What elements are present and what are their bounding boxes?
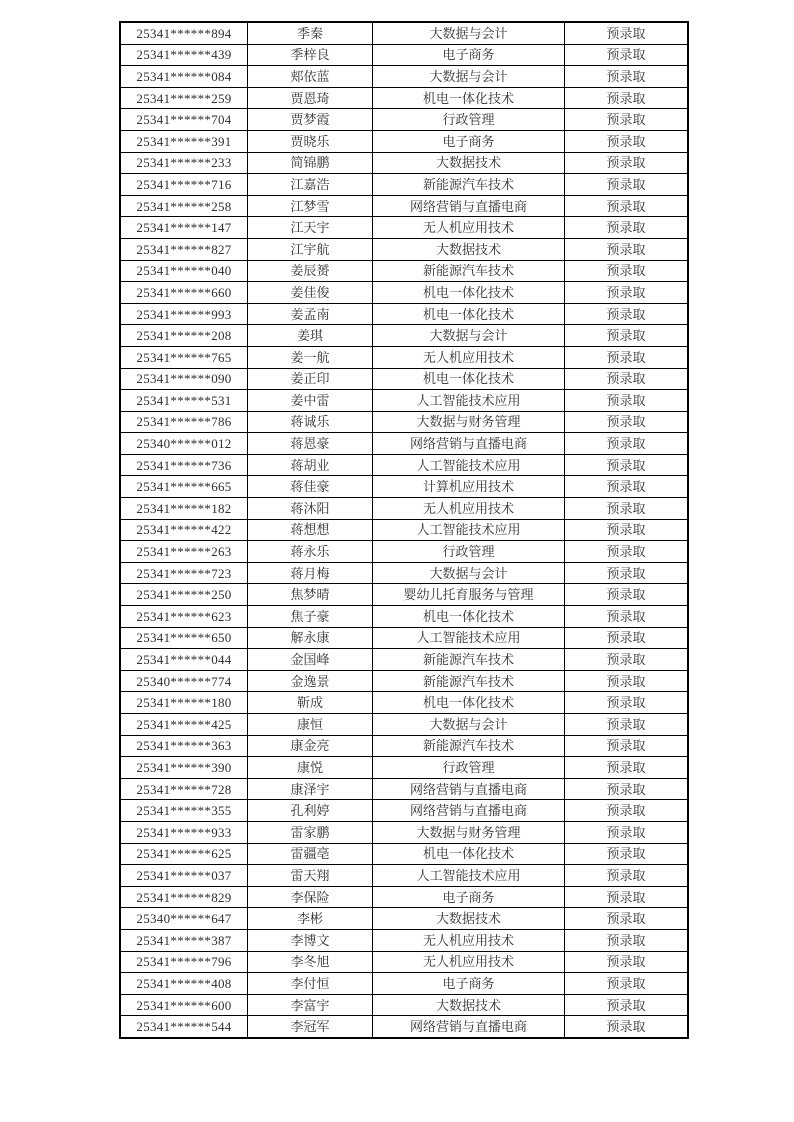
name-cell: 姜孟南: [248, 303, 373, 325]
name-cell: 解永康: [248, 627, 373, 649]
exam-number-cell: 25341******796: [120, 951, 248, 973]
name-cell: 李博文: [248, 929, 373, 951]
status-cell: 预录取: [565, 238, 689, 260]
table-row: [120, 649, 688, 671]
exam-number-cell: 25341******263: [120, 541, 248, 563]
name-cell: 江天宇: [248, 217, 373, 239]
table-row: [120, 109, 688, 131]
table-row: [120, 1016, 688, 1038]
major-cell: 无人机应用技术: [373, 929, 565, 951]
major-cell: 电子商务: [373, 130, 565, 152]
name-cell: 蒋佳豪: [248, 476, 373, 498]
name-cell: 李保险: [248, 886, 373, 908]
exam-number-cell: 25340******647: [120, 908, 248, 930]
status-cell: 预录取: [565, 498, 689, 520]
exam-number-cell: 25341******037: [120, 865, 248, 887]
name-cell: 姜一航: [248, 346, 373, 368]
name-cell: 李冬旭: [248, 951, 373, 973]
table-row: [120, 476, 688, 498]
major-cell: 无人机应用技术: [373, 951, 565, 973]
name-cell: 雷家鹏: [248, 821, 373, 843]
exam-number-cell: 25341******894: [120, 22, 248, 44]
major-cell: 人工智能技术应用: [373, 390, 565, 412]
major-cell: 机电一体化技术: [373, 692, 565, 714]
name-cell: 康悦: [248, 757, 373, 779]
name-cell: 季秦: [248, 22, 373, 44]
table-row: [120, 821, 688, 843]
major-cell: 新能源汽车技术: [373, 670, 565, 692]
table-row: [120, 584, 688, 606]
table-row: [120, 260, 688, 282]
table-row: [120, 390, 688, 412]
table-row: [120, 498, 688, 520]
table-row: [120, 606, 688, 628]
major-cell: 机电一体化技术: [373, 843, 565, 865]
name-cell: 贾梦霞: [248, 109, 373, 131]
status-cell: 预录取: [565, 22, 689, 44]
exam-number-cell: 25341******704: [120, 109, 248, 131]
table-row: [120, 865, 688, 887]
exam-number-cell: 25341******531: [120, 390, 248, 412]
name-cell: 江梦雪: [248, 195, 373, 217]
status-cell: 预录取: [565, 908, 689, 930]
exam-number-cell: 25341******933: [120, 821, 248, 843]
exam-number-cell: 25341******827: [120, 238, 248, 260]
exam-number-cell: 25341******040: [120, 260, 248, 282]
status-cell: 预录取: [565, 778, 689, 800]
major-cell: 人工智能技术应用: [373, 627, 565, 649]
major-cell: 无人机应用技术: [373, 217, 565, 239]
major-cell: 新能源汽车技术: [373, 649, 565, 671]
exam-number-cell: 25341******180: [120, 692, 248, 714]
exam-number-cell: 25341******660: [120, 282, 248, 304]
major-cell: 机电一体化技术: [373, 303, 565, 325]
name-cell: 靳成: [248, 692, 373, 714]
major-cell: 大数据与财务管理: [373, 821, 565, 843]
exam-number-cell: 25341******728: [120, 778, 248, 800]
name-cell: 姜正印: [248, 368, 373, 390]
status-cell: 预录取: [565, 757, 689, 779]
exam-number-cell: 25341******408: [120, 973, 248, 995]
status-cell: 预录取: [565, 606, 689, 628]
exam-number-cell: 25341******182: [120, 498, 248, 520]
exam-number-cell: 25341******544: [120, 1016, 248, 1038]
status-cell: 预录取: [565, 282, 689, 304]
name-cell: 焦子豪: [248, 606, 373, 628]
status-cell: 预录取: [565, 174, 689, 196]
major-cell: 机电一体化技术: [373, 87, 565, 109]
status-cell: 预录取: [565, 692, 689, 714]
status-cell: 预录取: [565, 951, 689, 973]
exam-number-cell: 25341******765: [120, 346, 248, 368]
exam-number-cell: 25341******786: [120, 411, 248, 433]
name-cell: 李彬: [248, 908, 373, 930]
status-cell: 预录取: [565, 735, 689, 757]
major-cell: 婴幼儿托育服务与管理: [373, 584, 565, 606]
status-cell: 预录取: [565, 411, 689, 433]
name-cell: 孔利婷: [248, 800, 373, 822]
name-cell: 季梓良: [248, 44, 373, 66]
name-cell: 康金亮: [248, 735, 373, 757]
name-cell: 雷疆亳: [248, 843, 373, 865]
major-cell: 大数据技术: [373, 152, 565, 174]
major-cell: 机电一体化技术: [373, 368, 565, 390]
table-row: [120, 22, 688, 44]
table-row: [120, 174, 688, 196]
exam-number-cell: 25341******258: [120, 195, 248, 217]
name-cell: 雷天翔: [248, 865, 373, 887]
table-row: [120, 670, 688, 692]
table-row: [120, 195, 688, 217]
status-cell: 预录取: [565, 109, 689, 131]
status-cell: 预录取: [565, 649, 689, 671]
name-cell: 蒋恩豪: [248, 433, 373, 455]
status-cell: 预录取: [565, 195, 689, 217]
table-row: [120, 130, 688, 152]
name-cell: 江嘉浩: [248, 174, 373, 196]
table-row: [120, 368, 688, 390]
exam-number-cell: 25341******355: [120, 800, 248, 822]
major-cell: 网络营销与直播电商: [373, 433, 565, 455]
major-cell: 网络营销与直播电商: [373, 778, 565, 800]
exam-number-cell: 25341******425: [120, 714, 248, 736]
status-cell: 预录取: [565, 994, 689, 1016]
major-cell: 大数据与会计: [373, 325, 565, 347]
major-cell: 电子商务: [373, 886, 565, 908]
status-cell: 预录取: [565, 821, 689, 843]
exam-number-cell: 25340******012: [120, 433, 248, 455]
status-cell: 预录取: [565, 562, 689, 584]
status-cell: 预录取: [565, 584, 689, 606]
exam-number-cell: 25341******600: [120, 994, 248, 1016]
major-cell: 电子商务: [373, 973, 565, 995]
name-cell: 郏依蓝: [248, 66, 373, 88]
major-cell: 网络营销与直播电商: [373, 800, 565, 822]
table-row: [120, 217, 688, 239]
status-cell: 预录取: [565, 670, 689, 692]
major-cell: 无人机应用技术: [373, 498, 565, 520]
table-row: [120, 800, 688, 822]
exam-number-cell: 25341******233: [120, 152, 248, 174]
exam-number-cell: 25341******650: [120, 627, 248, 649]
status-cell: 预录取: [565, 66, 689, 88]
major-cell: 电子商务: [373, 44, 565, 66]
major-cell: 大数据与会计: [373, 66, 565, 88]
exam-number-cell: 25341******250: [120, 584, 248, 606]
table-row: [120, 951, 688, 973]
name-cell: 贾晓乐: [248, 130, 373, 152]
table-row: [120, 44, 688, 66]
major-cell: 新能源汽车技术: [373, 260, 565, 282]
table-row: [120, 541, 688, 563]
status-cell: 预录取: [565, 627, 689, 649]
name-cell: 蒋沐阳: [248, 498, 373, 520]
exam-number-cell: 25341******625: [120, 843, 248, 865]
major-cell: 机电一体化技术: [373, 282, 565, 304]
name-cell: 蒋想想: [248, 519, 373, 541]
exam-number-cell: 25341******208: [120, 325, 248, 347]
table-row: [120, 908, 688, 930]
status-cell: 预录取: [565, 519, 689, 541]
name-cell: 蒋永乐: [248, 541, 373, 563]
status-cell: 预录取: [565, 865, 689, 887]
exam-number-cell: 25341******390: [120, 757, 248, 779]
status-cell: 预录取: [565, 433, 689, 455]
table-row: [120, 929, 688, 951]
major-cell: 网络营销与直播电商: [373, 195, 565, 217]
table-row: [120, 562, 688, 584]
table-row: [120, 238, 688, 260]
admission-table-body: [120, 22, 688, 1038]
major-cell: 行政管理: [373, 541, 565, 563]
name-cell: 李冠军: [248, 1016, 373, 1038]
status-cell: 预录取: [565, 303, 689, 325]
table-row: [120, 519, 688, 541]
major-cell: 大数据与会计: [373, 714, 565, 736]
table-row: [120, 325, 688, 347]
major-cell: 新能源汽车技术: [373, 735, 565, 757]
table-row: [120, 714, 688, 736]
status-cell: 预录取: [565, 714, 689, 736]
admission-table: [119, 21, 689, 1039]
table-row: [120, 66, 688, 88]
major-cell: 网络营销与直播电商: [373, 1016, 565, 1038]
major-cell: 行政管理: [373, 109, 565, 131]
status-cell: 预录取: [565, 217, 689, 239]
exam-number-cell: 25341******665: [120, 476, 248, 498]
exam-number-cell: 25340******774: [120, 670, 248, 692]
status-cell: 预录取: [565, 929, 689, 951]
table-row: [120, 87, 688, 109]
table-row: [120, 735, 688, 757]
name-cell: 江宇航: [248, 238, 373, 260]
name-cell: 李付恒: [248, 973, 373, 995]
table-row: [120, 303, 688, 325]
major-cell: 机电一体化技术: [373, 606, 565, 628]
name-cell: 简锦鹏: [248, 152, 373, 174]
major-cell: 人工智能技术应用: [373, 519, 565, 541]
table-row: [120, 778, 688, 800]
name-cell: 蒋诚乐: [248, 411, 373, 433]
table-row: [120, 433, 688, 455]
name-cell: 姜中雷: [248, 390, 373, 412]
name-cell: 金国峰: [248, 649, 373, 671]
name-cell: 康恒: [248, 714, 373, 736]
table-row: [120, 346, 688, 368]
major-cell: 大数据技术: [373, 238, 565, 260]
status-cell: 预录取: [565, 390, 689, 412]
name-cell: 焦梦晴: [248, 584, 373, 606]
status-cell: 预录取: [565, 476, 689, 498]
table-row: [120, 282, 688, 304]
major-cell: 人工智能技术应用: [373, 865, 565, 887]
table-row: [120, 994, 688, 1016]
status-cell: 预录取: [565, 1016, 689, 1038]
table-row: [120, 692, 688, 714]
status-cell: 预录取: [565, 886, 689, 908]
exam-number-cell: 25341******716: [120, 174, 248, 196]
status-cell: 预录取: [565, 325, 689, 347]
status-cell: 预录取: [565, 152, 689, 174]
exam-number-cell: 25341******422: [120, 519, 248, 541]
exam-number-cell: 25341******723: [120, 562, 248, 584]
exam-number-cell: 25341******439: [120, 44, 248, 66]
name-cell: 李富宇: [248, 994, 373, 1016]
status-cell: 预录取: [565, 87, 689, 109]
table-row: [120, 886, 688, 908]
status-cell: 预录取: [565, 260, 689, 282]
major-cell: 计算机应用技术: [373, 476, 565, 498]
major-cell: 行政管理: [373, 757, 565, 779]
exam-number-cell: 25341******993: [120, 303, 248, 325]
table-row: [120, 411, 688, 433]
name-cell: 贾恩琦: [248, 87, 373, 109]
exam-number-cell: 25341******090: [120, 368, 248, 390]
table-row: [120, 454, 688, 476]
status-cell: 预录取: [565, 843, 689, 865]
name-cell: 金逸景: [248, 670, 373, 692]
major-cell: 大数据技术: [373, 908, 565, 930]
major-cell: 大数据与财务管理: [373, 411, 565, 433]
name-cell: 蒋月梅: [248, 562, 373, 584]
table-row: [120, 757, 688, 779]
table-row: [120, 843, 688, 865]
status-cell: 预录取: [565, 973, 689, 995]
name-cell: 蒋胡业: [248, 454, 373, 476]
major-cell: 大数据技术: [373, 994, 565, 1016]
status-cell: 预录取: [565, 541, 689, 563]
major-cell: 大数据与会计: [373, 562, 565, 584]
exam-number-cell: 25341******829: [120, 886, 248, 908]
table-row: [120, 152, 688, 174]
status-cell: 预录取: [565, 130, 689, 152]
exam-number-cell: 25341******363: [120, 735, 248, 757]
exam-number-cell: 25341******391: [120, 130, 248, 152]
exam-number-cell: 25341******387: [120, 929, 248, 951]
table-row: [120, 627, 688, 649]
table-row: [120, 973, 688, 995]
status-cell: 预录取: [565, 454, 689, 476]
name-cell: 姜辰赟: [248, 260, 373, 282]
major-cell: 大数据与会计: [373, 22, 565, 44]
exam-number-cell: 25341******623: [120, 606, 248, 628]
exam-number-cell: 25341******084: [120, 66, 248, 88]
major-cell: 无人机应用技术: [373, 346, 565, 368]
status-cell: 预录取: [565, 368, 689, 390]
name-cell: 康泽宇: [248, 778, 373, 800]
status-cell: 预录取: [565, 44, 689, 66]
name-cell: 姜琪: [248, 325, 373, 347]
exam-number-cell: 25341******147: [120, 217, 248, 239]
exam-number-cell: 25341******259: [120, 87, 248, 109]
status-cell: 预录取: [565, 800, 689, 822]
status-cell: 预录取: [565, 346, 689, 368]
major-cell: 新能源汽车技术: [373, 174, 565, 196]
major-cell: 人工智能技术应用: [373, 454, 565, 476]
exam-number-cell: 25341******044: [120, 649, 248, 671]
exam-number-cell: 25341******736: [120, 454, 248, 476]
name-cell: 姜佳俊: [248, 282, 373, 304]
